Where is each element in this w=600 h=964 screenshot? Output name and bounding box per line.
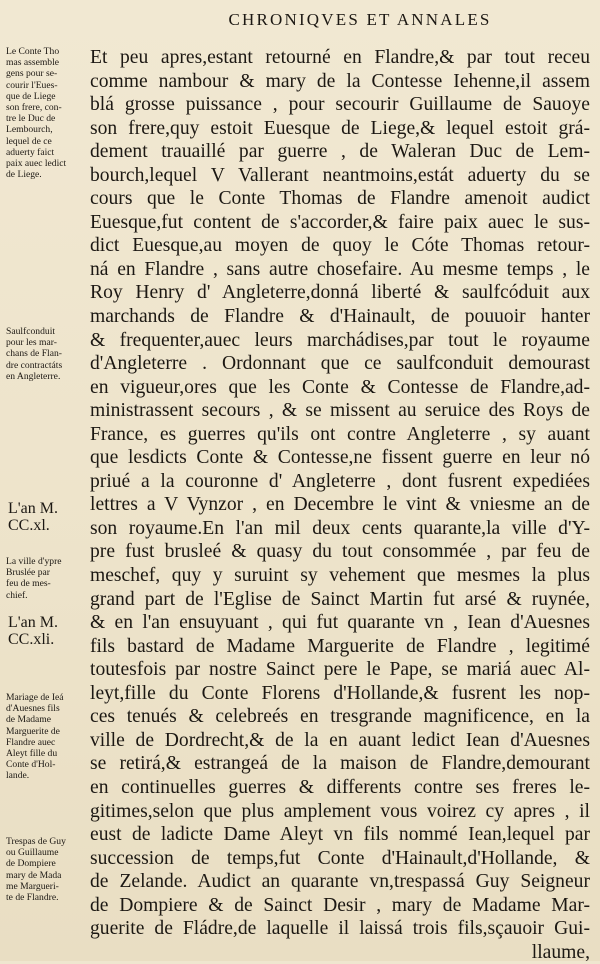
margin-note-line: Marguerite de	[6, 725, 60, 737]
text-line: lettres a V Vynzor , en Decembre le vint & vniesme an de	[90, 494, 590, 516]
margin-note-mariage	[6, 692, 90, 782]
text-line: ville de Dordrecht,& de la en auant ledict Iean d'Auesnes	[90, 729, 590, 751]
margin-note-line: de Dompiere	[6, 858, 56, 870]
margin-note-line: son frere, con-	[6, 102, 62, 114]
margin-note-line: lande.	[6, 770, 30, 782]
text-line: & en l'an ensuyuant , qui fut quarante vn , Iean d'Auesnes	[90, 612, 590, 634]
margin-year-line: CC.xli.	[8, 631, 55, 648]
margin-note-line: lequel de ce	[6, 135, 52, 147]
margin-note-conte-thomas	[6, 46, 90, 180]
text-line: se retirá,& estrangeá de la maison de Flandre,demourant	[90, 753, 590, 775]
text-line: meschef, quy y suruint sy vehement que mesmes la plus	[90, 565, 590, 587]
text-line: blá grosse puissance , pour secourir Guillaume de Sauoye	[90, 94, 590, 116]
margin-note-line: feu de mes-	[6, 578, 51, 590]
margin-note-line: Lembourch,	[6, 124, 53, 136]
margin-note-line: ou Guillaume	[6, 847, 59, 859]
text-line: guerite de Fládre,de laquelle il laissá trois fils,sçauoir Gui-	[90, 918, 590, 940]
margin-note-line: mas assemble	[6, 57, 60, 69]
running-head: CHRONIQVES ET ANNALES	[228, 10, 492, 29]
margin-note-line: de Liege.	[6, 169, 42, 181]
margin-year-line: CC.xl.	[8, 517, 50, 534]
text-line: marchands de Flandre & d'Hainault, de pouuoir hanter	[90, 306, 590, 328]
text-line: de Dompiere & de Sainct Desir , mary de Madame Mar-	[90, 894, 590, 916]
margin-note-line: paix auec ledict	[6, 158, 67, 170]
text-line: pre fust brusleé & quasy du tout consommée , par feu de	[90, 541, 590, 563]
margin-note-line: courir l'Eues-	[6, 79, 58, 91]
text-line: d'Angleterre . Ordonnant que ce saulfconduit demourast	[90, 353, 590, 375]
margin-note-line: Bruslée par	[6, 567, 50, 579]
text-line: bourch,lequel V Vallerant neantmoins,estát aduerty du se	[90, 164, 590, 186]
text-line: comme nambour & mary de la Contesse Iehenne,il assem	[90, 70, 590, 92]
text-line: son royaume.En l'an mil deux cents quarante,la ville d'Y-	[90, 517, 590, 539]
margin-year-1240	[8, 500, 88, 534]
margin-note-line: pour les mar-	[6, 337, 57, 349]
margin-note-line: chief.	[6, 589, 28, 601]
text-line: dement trauaillé par guerre , de Waleran Duc de Lem-	[90, 141, 590, 163]
margin-year-line: L'an M.	[8, 614, 58, 631]
margin-note-line: que de Liege	[6, 90, 56, 102]
text-line: Et peu apres,estant retourné en Flandre,& par tout receu	[90, 47, 590, 68]
text-line: succession de temps,fut Conte d'Hainault,d'Hollande, &	[90, 847, 590, 869]
margin-year-1241	[8, 614, 88, 648]
text-line: Roy Henry d' Angleterre,donná liberté & saulfcóduit aux	[90, 282, 590, 304]
text-line: gitimes,selon que plus amplement vous voirez cy apres , il	[90, 800, 590, 822]
text-line: leyt,fille du Conte Florens d'Hollande,& fusrent les nop-	[90, 682, 590, 704]
text-line: & frequenter,auec leurs marchádises,par tout le royaume	[90, 329, 590, 351]
text-line: ces tenués & celebreés en tresgrande magnificence, en la	[90, 706, 590, 728]
margin-note-line: de Madame	[6, 714, 52, 726]
margin-note-line: chans de Flan-	[6, 348, 62, 360]
margin-note-line: mary de Mada	[6, 869, 62, 881]
text-line: son frere,quy estoit Euesque de Liege,& lequel estoit grá-	[90, 117, 590, 139]
margin-note-line: Conte d'Hol-	[6, 759, 56, 771]
main-text-block	[90, 46, 590, 964]
margin-note-line: La ville d'ypre	[6, 556, 62, 567]
margin-note-saulfconduit	[6, 326, 90, 382]
margin-note-trespas	[6, 836, 90, 903]
text-line: grand part de l'Eglise de Sainct Martin fut arsé & ruynée,	[90, 588, 590, 610]
margin-note-line: dre contractáts	[6, 359, 63, 371]
text-line: ná en Flandre , sans autre chosefaire. Au mesme temps , le	[90, 258, 590, 280]
margin-note-line: tre le Duc de	[6, 113, 56, 125]
margin-note-line: en Angleterre.	[6, 370, 61, 382]
text-line: ministrassent secours , & se missent au seruice des Roys de	[90, 400, 590, 422]
text-line: de Zelande. Audict an quarante vn,trespassá Guy Seigneur	[90, 871, 590, 893]
margin-year-line: L'an M.	[8, 500, 58, 517]
margin-note-line: te de Flandre.	[6, 892, 59, 904]
margin-note-line: Aleyt fille du	[6, 748, 58, 760]
text-line: priué a la couronne d' Angleterre , dont fusrent expediées	[90, 470, 590, 492]
margin-note-line: me Margueri-	[6, 880, 59, 892]
text-line: Euesque,fut content de s'accorder,& faire paix auec le sus-	[90, 211, 590, 233]
margin-note-ypre	[6, 556, 90, 601]
margin-note-line: aduerty faict	[6, 146, 55, 158]
text-line: que lesdicts Conte & Contesse,ne fissent guerre en leur nó	[90, 447, 590, 469]
text-line: toutesfois par nostre Sainct pere le Pape, se mariá auec Al-	[90, 659, 590, 681]
margin-note-line: Mariage de Ieá	[6, 692, 64, 703]
margin-note-line: Flandre auec	[6, 736, 56, 748]
text-line: dict Euesque,au moyen de quoy le Cóte Thomas retour-	[90, 235, 590, 257]
text-line: cours que le Conte Thomas de Flandre amenoit audict	[90, 188, 590, 210]
text-line: en continuelles guerres & differents contre ses freres le-	[90, 776, 590, 798]
text-line: en vigueur,ores que les Conte & Contesse de Flandre,ad-	[90, 376, 590, 398]
margin-note-line: Trespas de Guy	[6, 836, 66, 847]
margin-note-line: d'Auesnes fils	[6, 703, 60, 715]
margin-note-line: gens pour se-	[6, 68, 58, 80]
margin-note-line: Le Conte Tho	[6, 46, 60, 57]
text-line-catchword: llaume,	[531, 941, 590, 963]
text-line: fils bastard de Madame Marguerite de Flandre , legitimé	[90, 635, 590, 657]
text-line: France, es guerres qu'ils ont contre Angleterre , sy auant	[90, 423, 590, 445]
text-line: eust de ladicte Dame Aleyt vn fils nommé Iean,lequel par	[90, 824, 590, 846]
margin-note-line: Saulfconduit	[6, 326, 56, 337]
